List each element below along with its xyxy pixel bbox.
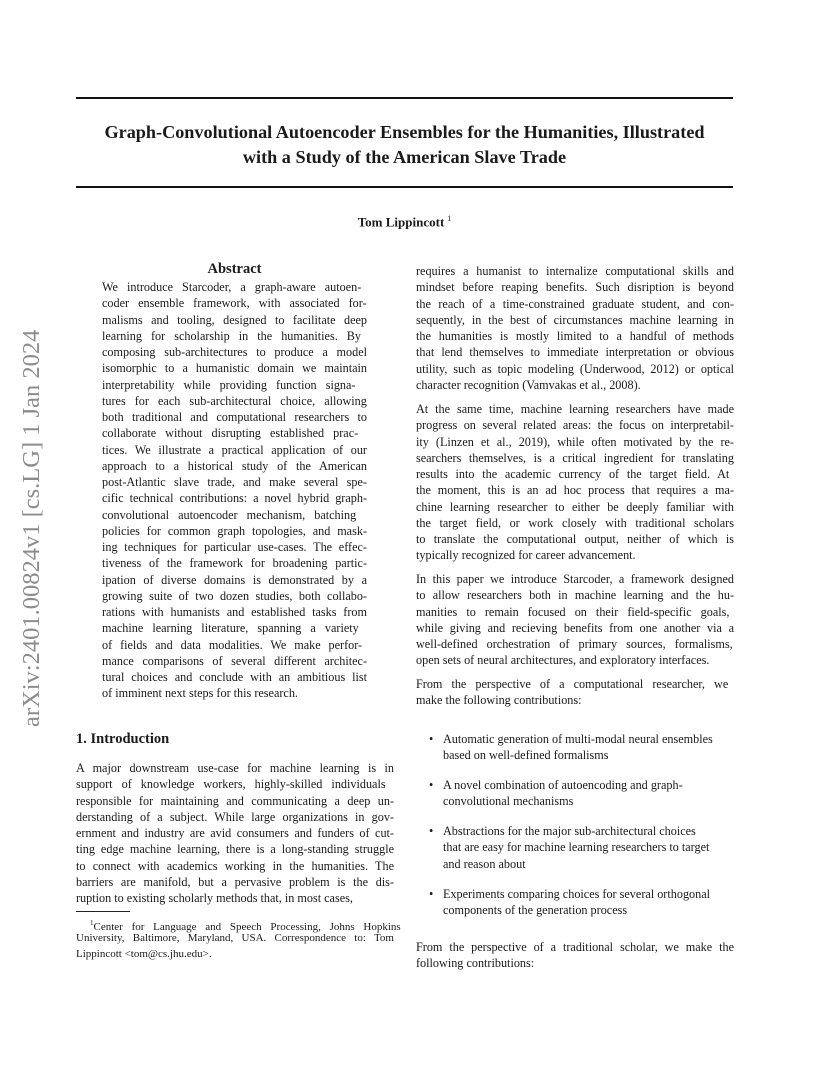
text-line: make the following contributions: [416,693,582,708]
list-item [443,886,733,919]
text-line: following contributions: [416,956,535,971]
text-line: while giving and recieving benefits from one another via a [416,620,734,635]
right-paragraph-3 [416,571,734,669]
list-item-line: A novel combination of autoencoding and graph- [443,778,683,792]
list-item-line: components of the generation process [443,903,628,918]
text-line: progress on several related areas: the focus on interpretabil- [416,418,734,433]
text-line: chine learning researcher to either be deeply familiar with [416,499,734,514]
text-line: the moment, this is an ad hoc process that requires a ma- [416,483,734,498]
abstract-body [102,279,367,702]
abstract-heading: Abstract [207,261,262,277]
text-line: mance comparisons of several different architec- [102,653,367,668]
bullet-icon: • [429,887,434,901]
text-line: From the perspective of a computational researcher, we [416,677,729,691]
text-line: growing suite of two dozen studies, both collabo- [102,588,367,603]
text-line: the target field, or work closely with traditional scholars [416,515,734,530]
text-line: to allow researchers both in machine learning and the hu- [416,588,734,603]
text-line: collaborate without disrupting established prac- [102,426,359,441]
footnote [76,916,401,962]
author-name: Tom Lippincott [357,214,445,230]
text-line: approach to a historical study of the American [102,458,367,473]
title-bottom-rule [76,186,733,188]
text-line: From the perspective of a traditional scholar, we make the [416,940,734,954]
text-line: We introduce Starcoder, a graph-aware autoen- [102,280,362,294]
list-item-line: and reason about [443,856,526,871]
text-line: ting edge machine learning, there is a long-standing struggle [76,842,394,857]
text-line: interpretability while providing function signa- [102,377,356,392]
text-line: support of knowledge workers, highly-skilled individuals [76,777,386,792]
intro-paragraph [76,760,394,906]
arxiv-stamp: arXiv:2401.00824v1 [cs.LG] 1 Jan 2024 [18,329,45,727]
text-line: learning for scholarship in the humanities. By [102,328,361,343]
text-line: ruption to existing scholarly methods that, in most cases, [76,891,353,905]
text-line: character recognition (Vamvakas et al., 2008). [416,377,641,392]
text-line: malisms and tooling, designed to facilitate deep [102,312,367,327]
text-line: tices. We illustrate a practical application of our [102,442,367,457]
text-line: In this paper we introduce Starcoder, a framework designed [416,572,734,586]
text-line: the humanities is mostly limited to a handful of methods [416,329,734,343]
author-line [76,214,733,230]
text-line: derstanding of a subject. While large organizations in gov- [76,809,394,824]
text-line: searchers themselves, is a critical ingredient for translating [416,450,734,465]
list-item-line: convolutional mechanisms [443,794,574,809]
text-line: isomorphic to a humanistic domain we maintain [102,361,367,376]
text-line: composing sub-architectures to produce a model [102,345,367,359]
text-line: sequently, in the best of circumstances machine learning in [416,312,734,327]
list-item-line: that are easy for machine learning researchers to target [443,840,710,855]
right-paragraph-5 [416,939,734,972]
text-line: results into the academic currency of the target field. At [416,467,730,481]
right-paragraph-2 [416,401,734,564]
list-item [443,731,733,764]
list-item [443,823,733,872]
text-line: responsible for maintaining and communicating a deep un- [76,793,394,808]
text-line: that lend themselves to immediate interpretation or obvious [416,345,734,360]
text-line: $^1$Center for Language and Speech Processing, Johns Hopkins [90,919,401,933]
text-line: well-defined orchestration of primary sources, formalisms, [416,637,733,651]
text-line: A major downstream use-case for machine learning is in [76,761,394,775]
footnote-mark: 1 [90,919,94,927]
list-item-line: based on well-defined formalisms [443,748,609,763]
text-line: of fields and data modalities. We make perfor- [102,637,363,652]
text-line: University, Baltimore, Maryland, USA. Correspondence to: Tom [76,932,394,945]
title-line: Graph-Convolutional Autoencoder Ensembles for the Humanities, Illustrated [104,122,705,142]
text-line: tures for each sub-architectural choice, allowing [102,393,367,408]
text-line: manities to remain focused on their field-specific goals, [416,604,730,619]
text-line: mindset before reaping benefits. Such disription is beyond [416,280,734,295]
list-item [443,777,733,810]
list-item-line: Automatic generation of multi-modal neural ensembles [443,732,713,746]
text-line: the reach of a time-constrained graduate student, and con- [416,296,734,311]
text-line: convolutional autoencoder mechanism, batching [102,507,357,522]
text-line: ity (Linzen et al., 2019), while often motivated by the re- [416,434,734,449]
author-footnote-mark: 1 [447,214,452,223]
text-line: ernment and industry are avid consumers and funders of cut- [76,826,394,840]
title-line: with a Study of the American Slave Trade [242,147,567,167]
text-line: rations with humanists and established tasks from [102,605,367,619]
text-line: At the same time, machine learning researchers have made [416,402,734,416]
footnote-rule [76,911,130,912]
text-line: machine learning literature, spanning a variety [102,621,359,636]
text-line: ing techniques for particular use-cases. The effec- [102,540,367,554]
paper-title [76,120,733,170]
text-line: to connect with academics working in the humanities. The [76,858,394,873]
text-line: to translate the computational output, neither of which is [416,532,734,546]
text-line: tural choices and conclude with an ambitious list [102,670,367,684]
text-line: post-Atlantic slave trade, and make several spe- [102,475,367,489]
right-paragraph-4 [416,676,734,709]
text-line: coder ensemble framework, with associated for- [102,296,367,311]
top-rule [76,97,733,99]
text-line: of imminent next steps for this research. [102,686,298,701]
text-line: tiveness of the framework for broadening partic- [102,556,367,571]
section-heading: 1. Introduction [76,731,170,747]
list-item-line: Abstractions for the major sub-architectural choices [443,824,696,838]
text-line: Lippincott <tom@cs.jhu.edu>. [76,947,212,960]
text-line: typically recognized for career advancement. [416,548,636,563]
bullet-icon: • [429,732,434,746]
text-line: utility, such as topic modeling (Underwood, 2012) or optical [416,361,734,376]
text-line: cific technical contributions: a novel hybrid graph- [102,491,367,506]
text-line: requires a humanist to internalize computational skills and [416,264,734,278]
bullet-icon: • [429,824,434,838]
text-line: ipation of diverse domains is demonstrated by a [102,572,367,587]
text-line: open sets of neural architectures, and exploratory interfaces. [416,653,710,668]
text-line: policies for common graph topologies, and mask- [102,523,367,538]
bullet-icon: • [429,778,434,792]
text-line: barriers are manifold, but a pervasive problem is the dis- [76,874,394,889]
right-paragraph-1 [416,263,734,393]
list-item-line: Experiments comparing choices for several orthogonal [443,887,711,901]
text-line: both traditional and computational researchers to [102,410,367,424]
